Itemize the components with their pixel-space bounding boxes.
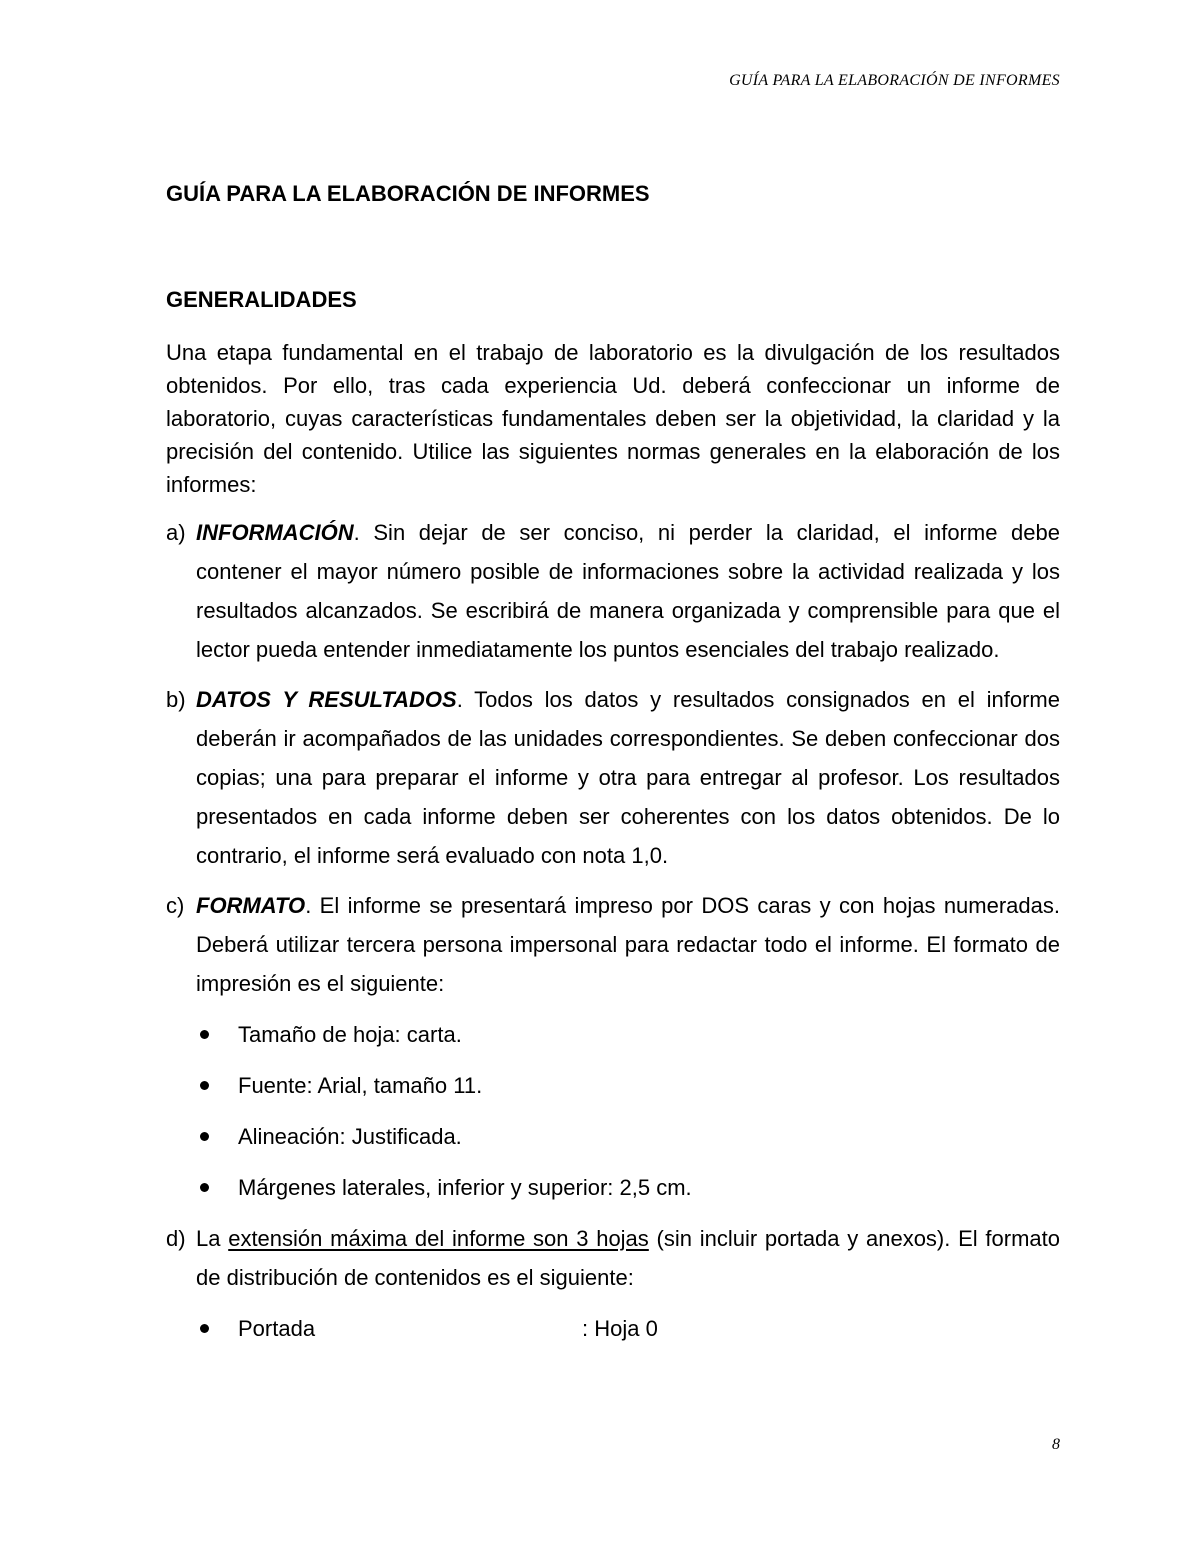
item-marker: b)	[166, 687, 186, 712]
item-term: DATOS Y RESULTADOS	[196, 687, 457, 712]
bullet-dot-icon	[200, 1030, 209, 1039]
format-bullet-list	[166, 1015, 1060, 1207]
item-text-before: La	[196, 1226, 229, 1251]
bullet-text: Tamaño de hoja: carta.	[238, 1022, 462, 1047]
bullet-dot-icon	[200, 1081, 209, 1090]
bullet-item	[196, 1117, 1060, 1156]
bullet-item	[196, 1066, 1060, 1105]
page-number: 8	[1052, 1436, 1060, 1453]
intro-paragraph: Una etapa fundamental en el trabajo de laboratorio es la divulgación de los resultados obtenidos. Por ello, tras cada experiencia Ud. deberá confeccionar un informe de laboratorio, cuyas características fundamentales deben ser la objetividad, la claridad y la precisión del contenido. Utilice las siguientes normas generales en la elaboración de los informes:	[166, 340, 1060, 497]
distribution-label: Portada	[238, 1316, 316, 1341]
bullet-dot-icon	[200, 1183, 209, 1192]
item-marker: c)	[166, 893, 185, 918]
item-text: . Todos los datos y resultados consignados en el informe deberán ir acompañados de las unidades correspondientes. Se deben confeccionar dos copias; una para preparar el informe y otra para entregar al profesor. Los resultados presentados en cada informe deben ser coherentes con los datos obtenidos. De lo contrario, el informe será evaluado con nota 1,0.	[196, 687, 1060, 868]
bullet-dot-icon	[200, 1324, 209, 1333]
distribution-value: : Hoja 0	[582, 1316, 658, 1341]
bullet-item	[196, 1015, 1060, 1054]
list-item-formato	[166, 886, 1060, 1003]
document-title: GUÍA PARA LA ELABORACIÓN DE INFORMES	[166, 181, 650, 206]
item-text: . Sin dejar de ser conciso, ni perder la claridad, el informe debe contener el mayor número posible de informaciones sobre la actividad realizada y los resultados alcanzados. Se escribirá de manera organizada y comprensible para que el lector pueda entender inmediatamente los puntos esenciales del trabajo realizado.	[196, 520, 1060, 662]
document-body	[166, 178, 1060, 1348]
item-term: FORMATO	[196, 893, 306, 918]
distribution-bullet-list	[166, 1309, 1060, 1348]
item-text-after: (sin incluir portada y anexos). El formato de distribución de contenidos es el siguiente:	[196, 1226, 1060, 1290]
bullet-text: Fuente: Arial, tamaño 11.	[238, 1073, 483, 1098]
item-marker: d)	[166, 1226, 186, 1251]
bullet-item	[196, 1168, 1060, 1207]
list-item-informacion	[166, 513, 1060, 669]
bullet-dot-icon	[200, 1132, 209, 1141]
section-title: GENERALIDADES	[166, 287, 357, 312]
running-header: GUÍA PARA LA ELABORACIÓN DE INFORMES	[729, 72, 1060, 89]
list-item-datos-resultados	[166, 680, 1060, 875]
list-item-extension	[166, 1219, 1060, 1297]
item-marker: a)	[166, 520, 186, 545]
item-underlined-text: extensión máxima del informe son 3 hojas	[228, 1226, 649, 1251]
distribution-item	[196, 1309, 1060, 1348]
bullet-text: Márgenes laterales, inferior y superior: 2,5 cm.	[238, 1175, 692, 1200]
bullet-text: Alineación: Justificada.	[238, 1124, 462, 1149]
item-term: INFORMACIÓN	[196, 520, 354, 545]
item-text: . El informe se presentará impreso por DOS caras y con hojas numeradas. Deberá utilizar tercera persona impersonal para redactar todo el informe. El formato de impresión es el siguiente:	[196, 893, 1060, 996]
